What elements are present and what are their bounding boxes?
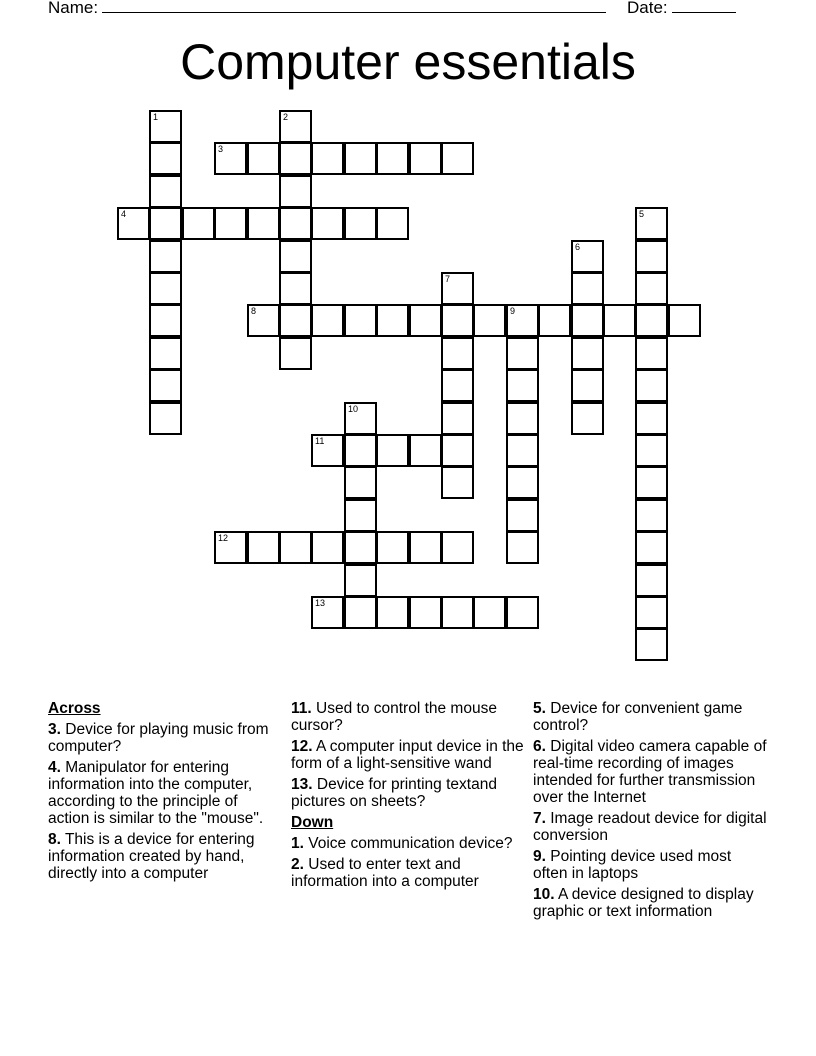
grid-cell[interactable] [376, 531, 409, 564]
grid-cell[interactable] [279, 531, 312, 564]
grid-cell[interactable] [635, 207, 668, 240]
clue-across-3: 3. Device for playing music from computer? [48, 721, 269, 755]
clue-number: 1 [153, 112, 159, 122]
grid-cell[interactable] [149, 175, 182, 208]
clue-number: 7 [445, 274, 451, 284]
grid-cell[interactable] [279, 304, 312, 337]
grid-cell[interactable] [376, 596, 409, 629]
grid-cell[interactable] [441, 531, 474, 564]
clue-across-12: 12. A computer input device in the form of a light-sensitive wand [291, 738, 524, 772]
clue-down-1: 1. Voice communication device? [291, 835, 513, 852]
grid-cell[interactable] [344, 434, 377, 467]
grid-cell[interactable] [149, 110, 182, 143]
grid-cell[interactable] [214, 207, 247, 240]
grid-cell[interactable] [149, 240, 182, 273]
grid-cell[interactable] [376, 304, 409, 337]
clue-number: 3 [218, 144, 224, 154]
grid-cell[interactable] [571, 337, 604, 370]
grid-cell[interactable] [344, 499, 377, 532]
grid-cell[interactable] [506, 596, 539, 629]
grid-cell[interactable] [311, 596, 344, 629]
grid-cell[interactable] [571, 369, 604, 402]
grid-cell[interactable] [149, 337, 182, 370]
grid-cell[interactable] [409, 434, 442, 467]
clue-number: 4 [121, 209, 127, 219]
grid-cell[interactable] [247, 531, 280, 564]
clue-across-13: 13. Device for printing textand pictures on sheets? [291, 776, 497, 810]
grid-cell[interactable] [214, 142, 247, 175]
grid-cell[interactable] [344, 531, 377, 564]
grid-cell[interactable] [635, 369, 668, 402]
grid-cell[interactable] [149, 207, 182, 240]
grid-cell[interactable] [149, 402, 182, 435]
grid-cell[interactable] [344, 402, 377, 435]
grid-cell[interactable] [311, 531, 344, 564]
clue-number: 5 [639, 209, 645, 219]
grid-cell[interactable] [247, 207, 280, 240]
grid-cell[interactable] [635, 272, 668, 305]
grid-cell[interactable] [344, 304, 377, 337]
grid-cell[interactable] [635, 337, 668, 370]
grid-cell[interactable] [149, 142, 182, 175]
grid-cell[interactable] [344, 142, 377, 175]
grid-cell[interactable] [571, 402, 604, 435]
grid-cell[interactable] [635, 466, 668, 499]
grid-cell[interactable] [344, 596, 377, 629]
grid-cell[interactable] [409, 596, 442, 629]
grid-cell[interactable] [473, 304, 506, 337]
grid-cell[interactable] [506, 402, 539, 435]
grid-cell[interactable] [279, 110, 312, 143]
date-label: Date: [627, 0, 668, 17]
grid-cell[interactable] [668, 304, 701, 337]
grid-cell[interactable] [376, 434, 409, 467]
grid-cell[interactable] [571, 272, 604, 305]
grid-cell[interactable] [311, 142, 344, 175]
grid-cell[interactable] [149, 304, 182, 337]
clue-down-9: 9. Pointing device used most often in laptops [533, 848, 732, 882]
grid-cell[interactable] [279, 207, 312, 240]
down-heading: Down [291, 814, 334, 831]
grid-cell[interactable] [149, 369, 182, 402]
grid-cell[interactable] [635, 531, 668, 564]
grid-cell[interactable] [441, 337, 474, 370]
grid-cell[interactable] [344, 564, 377, 597]
grid-cell[interactable] [506, 304, 539, 337]
across-heading: Across [48, 700, 101, 717]
grid-cell[interactable] [635, 564, 668, 597]
grid-cell[interactable] [247, 142, 280, 175]
grid-cell[interactable] [344, 207, 377, 240]
grid-cell[interactable] [214, 531, 247, 564]
clue-down-10: 10. A device designed to display graphic or text information [533, 886, 754, 920]
grid-cell[interactable] [571, 240, 604, 273]
clue-down-2: 2. Used to enter text and information into a computer [291, 856, 479, 890]
grid-cell[interactable] [506, 337, 539, 370]
grid-cell[interactable] [635, 596, 668, 629]
clue-number: 8 [251, 306, 257, 316]
clue-down-5: 5. Device for convenient game control? [533, 700, 743, 734]
clue-number: 13 [315, 598, 326, 608]
grid-cell[interactable] [441, 434, 474, 467]
name-label: Name: [48, 0, 99, 17]
grid-cell[interactable] [376, 142, 409, 175]
clue-number: 2 [283, 112, 289, 122]
grid-cell[interactable] [635, 240, 668, 273]
grid-cell[interactable] [117, 207, 150, 240]
grid-cell[interactable] [506, 369, 539, 402]
grid-cell[interactable] [441, 369, 474, 402]
clue-number: 11 [315, 436, 325, 446]
grid-cell[interactable] [506, 531, 539, 564]
clue-across-4: 4. Manipulator for entering information into the computer, according to the principle of action is similar to the "mouse". [48, 759, 264, 827]
grid-cell[interactable] [506, 466, 539, 499]
grid-cell[interactable] [603, 304, 636, 337]
clue-number: 6 [575, 242, 581, 252]
grid-cell[interactable] [279, 142, 312, 175]
clue-across-8: 8. This is a device for entering information created by hand, directly into a computer [48, 831, 255, 882]
grid-cell[interactable] [279, 240, 312, 273]
clue-across-11: 11. Used to control the mouse cursor? [291, 700, 497, 734]
clue-column-2 [291, 700, 526, 894]
grid-cell[interactable] [409, 304, 442, 337]
page-title: Computer essentials [180, 34, 636, 90]
grid-cell[interactable] [506, 499, 539, 532]
clue-number: 10 [348, 404, 359, 414]
grid-cell[interactable] [441, 272, 474, 305]
grid-cell[interactable] [311, 434, 344, 467]
grid-cell[interactable] [409, 531, 442, 564]
clue-down-7: 7. Image readout device for digital conversion [533, 810, 767, 844]
grid-cell[interactable] [279, 272, 312, 305]
grid-cell[interactable] [376, 207, 409, 240]
grid-cell[interactable] [344, 466, 377, 499]
grid-cell[interactable] [473, 596, 506, 629]
clue-number: 9 [510, 306, 516, 316]
grid-cell[interactable] [635, 434, 668, 467]
grid-cell[interactable] [441, 142, 474, 175]
grid-cell[interactable] [441, 402, 474, 435]
clue-column-1 [48, 700, 283, 886]
grid-cell[interactable] [571, 304, 604, 337]
grid-cell[interactable] [538, 304, 571, 337]
grid-cell[interactable] [182, 207, 215, 240]
grid-cell[interactable] [506, 434, 539, 467]
grid-cell[interactable] [635, 304, 668, 337]
grid-cell[interactable] [635, 499, 668, 532]
clue-column-3 [533, 700, 768, 924]
grid-cell[interactable] [441, 466, 474, 499]
clue-number: 12 [218, 533, 229, 543]
clue-down-6: 6. Digital video camera capable of real-time recording of images intended for further transmission over the Internet [533, 738, 767, 806]
grid-cell[interactable] [279, 337, 312, 370]
grid-cell[interactable] [311, 207, 344, 240]
grid-cell[interactable] [279, 175, 312, 208]
grid-cell[interactable] [409, 142, 442, 175]
grid-cell[interactable] [635, 628, 668, 661]
grid-cell[interactable] [247, 304, 280, 337]
grid-cell[interactable] [441, 304, 474, 337]
grid-cell[interactable] [311, 304, 344, 337]
grid-cell[interactable] [635, 402, 668, 435]
grid-cell[interactable] [149, 272, 182, 305]
grid-cell[interactable] [441, 596, 474, 629]
